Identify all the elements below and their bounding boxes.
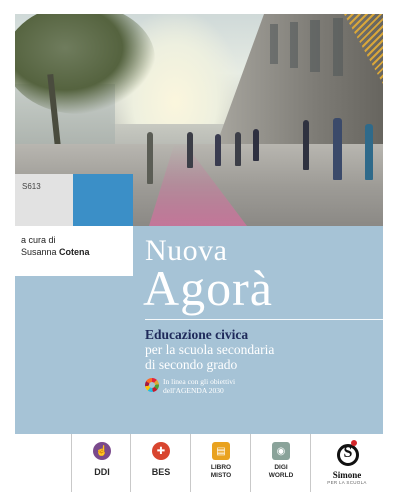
title-line-2: Agorà xyxy=(143,260,273,316)
title-divider xyxy=(145,319,383,320)
badge-ddi: ☝ DDI xyxy=(71,434,131,492)
credit-panel xyxy=(15,226,133,276)
agenda-2030-wheel-icon xyxy=(145,378,159,392)
author-last-name: Cotena xyxy=(59,247,90,257)
badge-libro-misto: ▤ LIBRO MISTO xyxy=(191,434,251,492)
book-cover xyxy=(15,14,383,492)
accent-block xyxy=(73,174,133,226)
feature-badges xyxy=(71,434,311,492)
digital-world-icon: ◉ xyxy=(272,442,290,460)
publisher-tagline: PER LA SCUOLA xyxy=(327,480,367,485)
credit-prefix: a cura di xyxy=(21,235,56,245)
subtitle-line-3: di secondo grado xyxy=(145,357,238,372)
publisher-logo xyxy=(311,434,383,492)
agenda-note: In linea con gli obiettivi dell'AGENDA 2030 xyxy=(163,377,236,395)
author-first-name: Susanna xyxy=(21,247,57,257)
publisher-name: Simone xyxy=(332,470,362,480)
title-line-1: Nuova xyxy=(145,234,228,267)
badge-bes: ✚ BES xyxy=(131,434,191,492)
product-code-box xyxy=(15,174,73,226)
title-panel-left xyxy=(15,276,133,434)
hand-touch-icon: ☝ xyxy=(93,442,111,460)
subtitle-line-2: per la scuola secondaria xyxy=(145,342,275,357)
book-mixed-icon: ▤ xyxy=(212,442,230,460)
subtitle-heading: Educazione civica xyxy=(145,327,249,342)
badge-digi-world: ◉ DIGI WORLD xyxy=(251,434,311,492)
product-code: S613 xyxy=(22,182,41,191)
author-credit xyxy=(21,234,90,258)
simone-logo-icon xyxy=(337,444,359,466)
puzzle-icon: ✚ xyxy=(152,442,170,460)
